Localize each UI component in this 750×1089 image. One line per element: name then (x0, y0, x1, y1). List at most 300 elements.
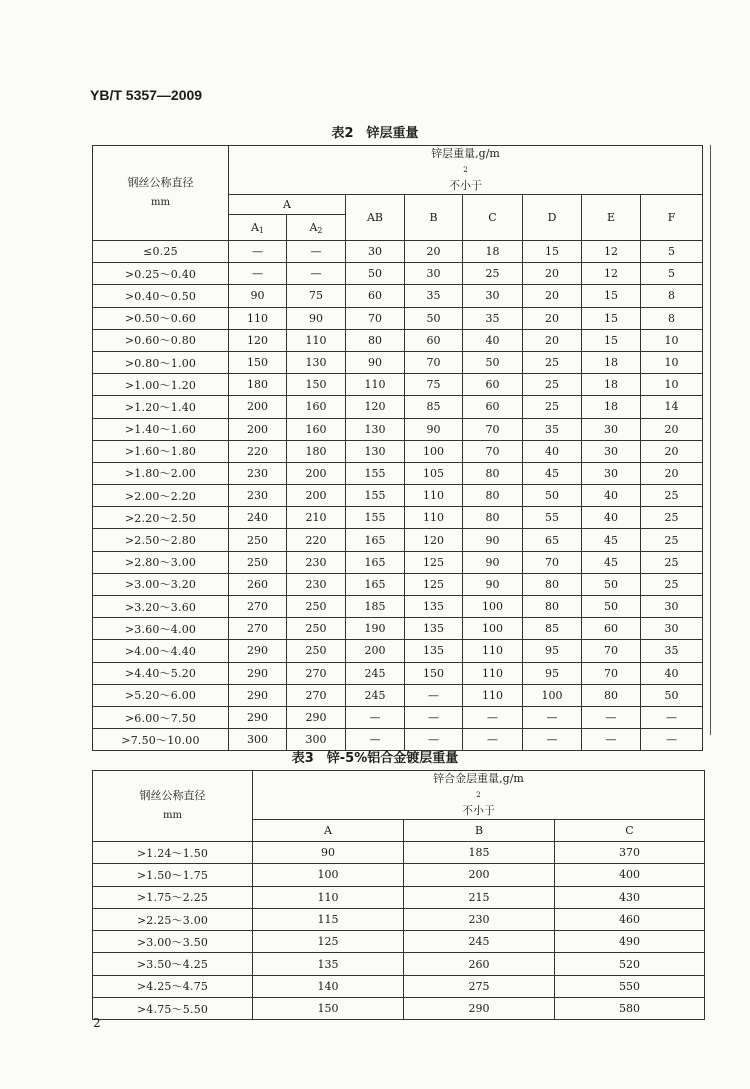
diameter-range-cell: >2.00～2.20 (93, 485, 229, 507)
coating-weight-cell: 200 (287, 485, 346, 507)
table-row (93, 618, 703, 640)
coating-weight-cell: 95 (523, 662, 582, 684)
table3-caption: 表3 锌-5%铝合金镀层重量 (291, 751, 459, 766)
coating-weight-cell: 20 (641, 418, 703, 440)
coating-weight-cell: 14 (641, 396, 703, 418)
table-row (93, 351, 703, 373)
coating-weight-cell: 185 (346, 596, 405, 618)
coating-weight-cell: 245 (346, 662, 405, 684)
coating-weight-cell: 70 (405, 351, 463, 373)
coating-weight-cell: 100 (463, 596, 523, 618)
coating-weight-cell: 35 (405, 285, 463, 307)
table-row (93, 241, 703, 263)
coating-weight-cell: 370 (555, 842, 705, 864)
coating-weight-cell: 520 (555, 953, 705, 975)
grade-header: C (463, 195, 523, 241)
diameter-header-label: 钢丝公称直径 (127, 176, 194, 189)
coating-weight-cell: 30 (582, 440, 641, 462)
coating-weight-cell: 165 (346, 551, 405, 573)
page-number: 2 (93, 1016, 101, 1030)
coating-weight-cell: 30 (582, 418, 641, 440)
coating-weight-cell: 230 (404, 908, 555, 930)
diameter-range-cell: ≤0.25 (93, 241, 229, 263)
coating-weight-cell: 150 (229, 351, 287, 373)
coating-weight-cell: 290 (404, 998, 555, 1020)
coating-weight-cell: — (346, 706, 405, 728)
table-row (93, 329, 703, 351)
coating-weight-cell: 90 (346, 351, 405, 373)
coating-weight-cell: 45 (523, 462, 582, 484)
coating-weight-cell: 275 (404, 975, 555, 997)
table-row (93, 684, 703, 706)
coating-weight-cell: 155 (346, 507, 405, 529)
table-row (93, 462, 703, 484)
superscript: 2 (463, 166, 468, 174)
coating-weight-cell: 580 (555, 998, 705, 1020)
coating-weight-cell: 135 (253, 953, 404, 975)
diameter-range-cell: >3.00～3.50 (93, 931, 253, 953)
coating-weight-cell: 12 (582, 263, 641, 285)
table-row (93, 263, 703, 285)
coating-weight-cell: 95 (523, 640, 582, 662)
coating-weight-text: 锌层重量,g/m (431, 147, 500, 160)
coating-weight-cell: — (463, 729, 523, 751)
diameter-range-cell: >0.50～0.60 (93, 307, 229, 329)
coating-weight-cell: 70 (463, 440, 523, 462)
alloy-coating-weight-label (253, 771, 704, 803)
diameter-range-cell: >4.75～5.50 (93, 998, 253, 1020)
coating-weight-cell: 200 (346, 640, 405, 662)
coating-weight-cell: 25 (641, 529, 703, 551)
coating-weight-cell: 8 (641, 307, 703, 329)
coating-weight-cell: 110 (253, 886, 404, 908)
coating-weight-cell: 250 (287, 640, 346, 662)
coating-weight-cell: 50 (523, 485, 582, 507)
coating-weight-cell: 8 (641, 285, 703, 307)
coating-weight-cell: 150 (253, 998, 404, 1020)
coating-weight-cell: 60 (463, 374, 523, 396)
coating-weight-cell: 12 (582, 241, 641, 263)
diameter-range-cell: >3.20～3.60 (93, 596, 229, 618)
coating-weight-cell: 40 (582, 485, 641, 507)
coating-weight-cell: 250 (229, 529, 287, 551)
coating-weight-cell: 290 (229, 684, 287, 706)
diameter-range-cell: >1.20～1.40 (93, 396, 229, 418)
coating-weight-cell: 90 (287, 307, 346, 329)
coating-weight-cell: 60 (463, 396, 523, 418)
diameter-range-cell: >1.50～1.75 (93, 864, 253, 886)
grade-subscript: 2 (317, 225, 323, 235)
coating-weight-cell: 290 (229, 662, 287, 684)
coating-weight-cell: 20 (523, 329, 582, 351)
coating-weight-cell: 165 (346, 529, 405, 551)
coating-weight-cell: 270 (229, 596, 287, 618)
coating-weight-cell: 400 (555, 864, 705, 886)
coating-weight-cell: 300 (287, 729, 346, 751)
coating-weight-cell: 25 (523, 396, 582, 418)
table2-caption: 表2 锌层重量 (331, 126, 419, 141)
coating-weight-cell: 20 (523, 307, 582, 329)
coating-weight-cell: 125 (405, 573, 463, 595)
coating-weight-cell: — (523, 729, 582, 751)
coating-weight-cell: 25 (641, 573, 703, 595)
diameter-range-cell: >1.24～1.50 (93, 842, 253, 864)
diameter-range-cell: >0.80～1.00 (93, 351, 229, 373)
coating-weight-cell: — (287, 241, 346, 263)
diameter-range-cell: >4.25～4.75 (93, 975, 253, 997)
coating-weight-cell: 10 (641, 374, 703, 396)
coating-weight-cell: — (463, 706, 523, 728)
zinc-aluminum-coating-weight-table (92, 770, 705, 1020)
coating-weight-cell: 50 (463, 351, 523, 373)
table-row (93, 662, 703, 684)
coating-weight-cell: 30 (641, 596, 703, 618)
coating-weight-cell: 210 (287, 507, 346, 529)
coating-weight-cell: 250 (287, 596, 346, 618)
diameter-range-cell: >3.60～4.00 (93, 618, 229, 640)
coating-weight-header (229, 146, 703, 195)
coating-weight-cell: 120 (346, 396, 405, 418)
diameter-header-unit: mm (151, 197, 170, 208)
coating-weight-cell: 30 (641, 618, 703, 640)
grade-header: F (641, 195, 703, 241)
coating-weight-cell: 155 (346, 462, 405, 484)
diameter-range-cell: >2.80～3.00 (93, 551, 229, 573)
coating-weight-cell: 150 (287, 374, 346, 396)
diameter-column-header (93, 771, 253, 842)
table-row (93, 307, 703, 329)
coating-weight-cell: 35 (463, 307, 523, 329)
table-row (93, 886, 705, 908)
diameter-range-cell: >1.00～1.20 (93, 374, 229, 396)
coating-weight-cell: 40 (463, 329, 523, 351)
coating-weight-cell: 50 (582, 573, 641, 595)
coating-weight-cell: 230 (287, 551, 346, 573)
coating-weight-cell: 165 (346, 573, 405, 595)
coating-weight-cell: 80 (523, 596, 582, 618)
coating-weight-cell: 110 (405, 507, 463, 529)
coating-weight-cell: 75 (405, 374, 463, 396)
table-row (93, 842, 705, 864)
coating-weight-cell: — (641, 706, 703, 728)
table-row (93, 931, 705, 953)
coating-weight-cell: 75 (287, 285, 346, 307)
coating-weight-cell: 220 (287, 529, 346, 551)
coating-weight-cell: 20 (641, 462, 703, 484)
coating-weight-cell: 90 (463, 551, 523, 573)
table-row (93, 507, 703, 529)
coating-weight-cell: 50 (346, 263, 405, 285)
not-less-than-label: 不小于 (462, 804, 495, 817)
coating-weight-cell: 20 (523, 263, 582, 285)
grade-header: D (523, 195, 582, 241)
coating-weight-cell: 30 (463, 285, 523, 307)
coating-weight-cell: 70 (463, 418, 523, 440)
coating-weight-cell: 130 (287, 351, 346, 373)
coating-weight-cell: 5 (641, 263, 703, 285)
coating-weight-cell: 160 (287, 418, 346, 440)
diameter-range-cell: >0.40～0.50 (93, 285, 229, 307)
coating-weight-cell: 490 (555, 931, 705, 953)
table-row (93, 374, 703, 396)
grade-header: A (253, 820, 404, 842)
coating-weight-cell: — (405, 729, 463, 751)
coating-weight-cell: 70 (523, 551, 582, 573)
coating-weight-cell: 80 (582, 684, 641, 706)
coating-weight-cell: — (582, 729, 641, 751)
coating-weight-cell: 125 (253, 931, 404, 953)
table-row (93, 908, 705, 930)
coating-weight-cell: 115 (253, 908, 404, 930)
coating-weight-cell: 230 (229, 462, 287, 484)
coating-weight-cell: 65 (523, 529, 582, 551)
table-row (93, 953, 705, 975)
coating-weight-cell: 245 (346, 684, 405, 706)
diameter-range-cell: >1.40～1.60 (93, 418, 229, 440)
margin-rule (710, 145, 711, 735)
coating-weight-cell: 25 (523, 374, 582, 396)
coating-weight-cell: — (405, 684, 463, 706)
diameter-range-cell: >4.00～4.40 (93, 640, 229, 662)
coating-weight-cell: 110 (346, 374, 405, 396)
diameter-range-cell: >3.00～3.20 (93, 573, 229, 595)
coating-weight-cell: 30 (346, 241, 405, 263)
coating-weight-cell: 200 (287, 462, 346, 484)
grade-A-header: A (229, 195, 346, 215)
coating-weight-cell: 130 (346, 440, 405, 462)
coating-weight-cell: — (229, 241, 287, 263)
coating-weight-cell: 100 (253, 864, 404, 886)
alloy-coating-weight-header (253, 771, 705, 820)
coating-weight-cell: 80 (523, 573, 582, 595)
coating-weight-cell: 25 (641, 507, 703, 529)
coating-weight-cell: 240 (229, 507, 287, 529)
coating-weight-cell: 40 (582, 507, 641, 529)
diameter-range-cell: >6.00～7.50 (93, 706, 229, 728)
coating-weight-cell: 85 (523, 618, 582, 640)
diameter-range-cell: >7.50～10.00 (93, 729, 229, 751)
coating-weight-cell: 15 (523, 241, 582, 263)
standard-code: YB/T 5357—2009 (90, 87, 203, 103)
coating-weight-cell: 25 (641, 551, 703, 573)
coating-weight-cell: — (523, 706, 582, 728)
coating-weight-cell: — (287, 263, 346, 285)
coating-weight-cell: 200 (229, 396, 287, 418)
coating-weight-cell: 35 (523, 418, 582, 440)
coating-weight-cell: 220 (229, 440, 287, 462)
coating-weight-cell: 25 (523, 351, 582, 373)
coating-weight-cell: 180 (287, 440, 346, 462)
alloy-coating-weight-text: 锌合金层重量,g/m (433, 772, 524, 785)
diameter-header-unit: mm (163, 810, 182, 821)
coating-weight-cell: 135 (405, 618, 463, 640)
coating-weight-cell: 100 (523, 684, 582, 706)
coating-weight-cell: 160 (287, 396, 346, 418)
coating-weight-cell: 100 (463, 618, 523, 640)
coating-weight-cell: 15 (582, 285, 641, 307)
grade-A2-header (287, 215, 346, 241)
diameter-range-cell: >2.50～2.80 (93, 529, 229, 551)
coating-weight-cell: 15 (582, 307, 641, 329)
coating-weight-cell: 300 (229, 729, 287, 751)
coating-weight-cell: 90 (405, 418, 463, 440)
coating-weight-cell: 260 (229, 573, 287, 595)
coating-weight-cell: 10 (641, 351, 703, 373)
grade-header: E (582, 195, 641, 241)
coating-weight-cell: 40 (641, 662, 703, 684)
diameter-range-cell: >2.25～3.00 (93, 908, 253, 930)
table-row (93, 706, 703, 728)
coating-weight-cell: 20 (405, 241, 463, 263)
coating-weight-cell: 250 (229, 551, 287, 573)
coating-weight-cell: 15 (582, 329, 641, 351)
coating-weight-cell: 270 (287, 662, 346, 684)
diameter-range-cell: >1.80～2.00 (93, 462, 229, 484)
coating-weight-cell: 50 (641, 684, 703, 706)
coating-weight-cell: — (405, 706, 463, 728)
table-row (93, 596, 703, 618)
diameter-range-cell: >5.20～6.00 (93, 684, 229, 706)
coating-weight-cell: 260 (404, 953, 555, 975)
table-row (93, 396, 703, 418)
coating-weight-cell: 230 (229, 485, 287, 507)
coating-weight-cell: 250 (287, 618, 346, 640)
coating-weight-cell: 60 (582, 618, 641, 640)
table-row (93, 640, 703, 662)
coating-weight-cell: 60 (346, 285, 405, 307)
coating-weight-cell: 105 (405, 462, 463, 484)
coating-weight-cell: 18 (463, 241, 523, 263)
coating-weight-cell: 270 (229, 618, 287, 640)
coating-weight-cell: 230 (287, 573, 346, 595)
coating-weight-cell: 5 (641, 241, 703, 263)
diameter-column-header (93, 146, 229, 241)
diameter-header-label: 钢丝公称直径 (139, 789, 206, 802)
coating-weight-cell: 60 (405, 329, 463, 351)
coating-weight-cell: 155 (346, 485, 405, 507)
grade-header: C (555, 820, 705, 842)
table-row (93, 285, 703, 307)
coating-weight-cell: 90 (463, 573, 523, 595)
table-row (93, 573, 703, 595)
coating-weight-cell: — (346, 729, 405, 751)
coating-weight-label (229, 146, 702, 178)
coating-weight-cell: 45 (582, 529, 641, 551)
coating-weight-cell: 100 (405, 440, 463, 462)
diameter-range-cell: >0.60～0.80 (93, 329, 229, 351)
coating-weight-cell: 80 (463, 507, 523, 529)
coating-weight-cell: 80 (463, 462, 523, 484)
grade-header: B (404, 820, 555, 842)
grade-A1-header (229, 215, 287, 241)
table-row (93, 998, 705, 1020)
table-row (93, 485, 703, 507)
coating-weight-cell: 135 (405, 640, 463, 662)
diameter-range-cell: >1.60～1.80 (93, 440, 229, 462)
coating-weight-cell: 135 (405, 596, 463, 618)
grade-letter: A (309, 220, 318, 234)
diameter-range-cell: >2.20～2.50 (93, 507, 229, 529)
coating-weight-cell: 30 (405, 263, 463, 285)
coating-weight-cell: 18 (582, 396, 641, 418)
coating-weight-cell: 290 (229, 640, 287, 662)
coating-weight-cell: 180 (229, 374, 287, 396)
coating-weight-cell: 110 (463, 662, 523, 684)
coating-weight-cell: 80 (463, 485, 523, 507)
coating-weight-cell: 200 (404, 864, 555, 886)
coating-weight-cell: — (229, 263, 287, 285)
coating-weight-cell: 30 (582, 462, 641, 484)
coating-weight-cell: 120 (229, 329, 287, 351)
coating-weight-cell: 20 (523, 285, 582, 307)
coating-weight-cell: 110 (463, 640, 523, 662)
coating-weight-cell: — (582, 706, 641, 728)
coating-weight-cell: 35 (641, 640, 703, 662)
coating-weight-cell: 50 (405, 307, 463, 329)
coating-weight-cell: 50 (582, 596, 641, 618)
coating-weight-cell: 110 (463, 684, 523, 706)
coating-weight-cell: 70 (582, 640, 641, 662)
superscript: 2 (476, 791, 481, 799)
coating-weight-cell: 245 (404, 931, 555, 953)
coating-weight-cell: 25 (463, 263, 523, 285)
grade-header: AB (346, 195, 405, 241)
coating-weight-cell: 125 (405, 551, 463, 573)
not-less-than-label: 不小于 (449, 179, 483, 192)
coating-weight-cell: 40 (523, 440, 582, 462)
coating-weight-cell: — (641, 729, 703, 751)
coating-weight-cell: 70 (346, 307, 405, 329)
coating-weight-cell: 550 (555, 975, 705, 997)
coating-weight-cell: 290 (229, 706, 287, 728)
coating-weight-cell: 110 (287, 329, 346, 351)
coating-weight-cell: 110 (405, 485, 463, 507)
coating-weight-cell: 430 (555, 886, 705, 908)
coating-weight-cell: 55 (523, 507, 582, 529)
diameter-range-cell: >3.50～4.25 (93, 953, 253, 975)
diameter-range-cell: >4.40～5.20 (93, 662, 229, 684)
table-row (93, 440, 703, 462)
coating-weight-cell: 80 (346, 329, 405, 351)
table-row (93, 864, 705, 886)
coating-weight-cell: 85 (405, 396, 463, 418)
coating-weight-cell: 25 (641, 485, 703, 507)
coating-weight-cell: 10 (641, 329, 703, 351)
coating-weight-cell: 120 (405, 529, 463, 551)
coating-weight-cell: 20 (641, 440, 703, 462)
coating-weight-cell: 290 (287, 706, 346, 728)
coating-weight-cell: 45 (582, 551, 641, 573)
coating-weight-cell: 270 (287, 684, 346, 706)
coating-weight-cell: 460 (555, 908, 705, 930)
grade-letter: A (250, 220, 259, 234)
table-row (93, 975, 705, 997)
table-row (93, 418, 703, 440)
coating-weight-cell: 150 (405, 662, 463, 684)
zinc-coating-weight-table (92, 145, 703, 751)
coating-weight-cell: 190 (346, 618, 405, 640)
diameter-range-cell: >0.25～0.40 (93, 263, 229, 285)
table-row (93, 551, 703, 573)
coating-weight-cell: 70 (582, 662, 641, 684)
coating-weight-cell: 140 (253, 975, 404, 997)
coating-weight-cell: 130 (346, 418, 405, 440)
coating-weight-cell: 90 (463, 529, 523, 551)
grade-header: B (405, 195, 463, 241)
table-row (93, 529, 703, 551)
coating-weight-cell: 185 (404, 842, 555, 864)
coating-weight-cell: 215 (404, 886, 555, 908)
